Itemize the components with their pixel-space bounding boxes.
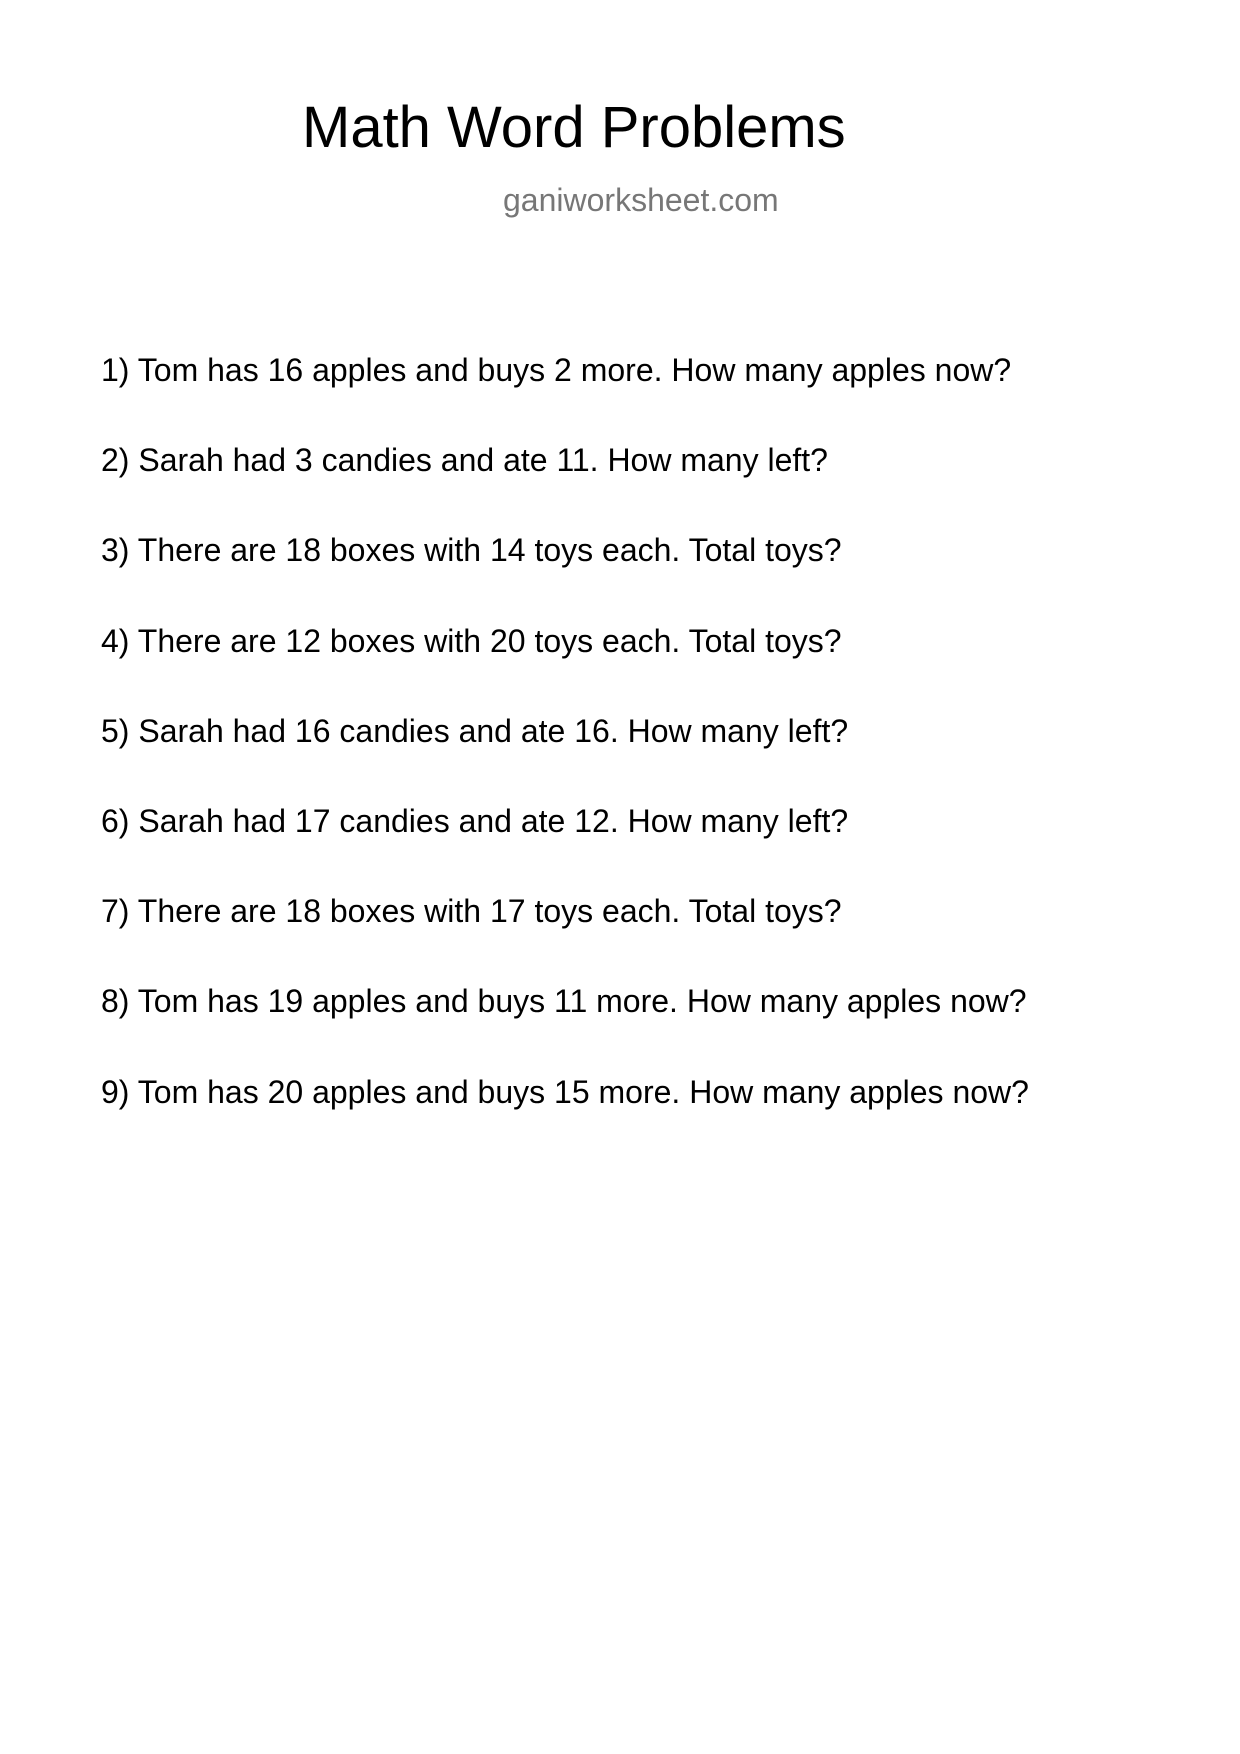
problem-item: 9) Tom has 20 apples and buys 15 more. How many apples now? [101, 1073, 1029, 1110]
problem-item: 1) Tom has 16 apples and buys 2 more. How many apples now? [101, 352, 1012, 388]
problem-item: 5) Sarah had 16 candies and ate 16. How many left? [101, 712, 849, 749]
problem-item: 6) Sarah had 17 candies and ate 12. How many left? [101, 802, 849, 839]
problem-item: 3) There are 18 boxes with 14 toys each. Total toys? [101, 532, 842, 569]
problem-item: 8) Tom has 19 apples and buys 11 more. How many apples now? [101, 983, 1027, 1020]
problem-item: 7) There are 18 boxes with 17 toys each. Total toys? [101, 893, 842, 930]
site-name: ganiworksheet.com [503, 182, 779, 218]
page-title: Math Word Problems [302, 95, 846, 160]
problem-list [101, 354, 1029, 1166]
problem-item: 4) There are 12 boxes with 20 toys each. Total toys? [101, 622, 842, 659]
problem-item: 2) Sarah had 3 candies and ate 11. How many left? [101, 442, 828, 479]
